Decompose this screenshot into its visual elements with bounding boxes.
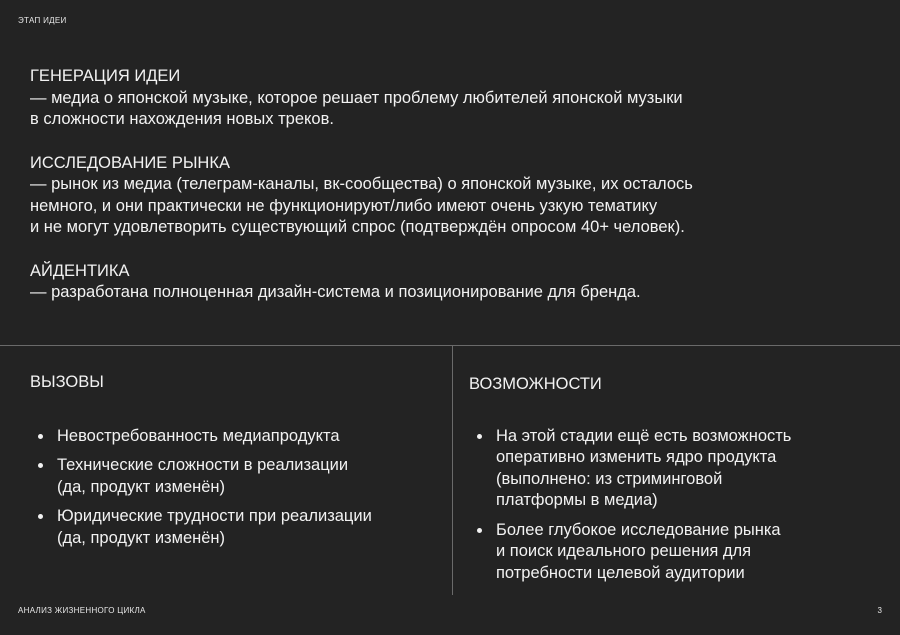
vertical-divider bbox=[452, 345, 453, 595]
bullet-icon bbox=[38, 514, 43, 519]
list-item bbox=[469, 426, 889, 512]
list-item bbox=[30, 426, 445, 448]
section-line: — разработана полноценная дизайн-система и позиционирование для бренда. bbox=[30, 283, 641, 301]
bullet-icon bbox=[38, 434, 43, 439]
list-item-line: оперативно изменить ядро продукта bbox=[496, 448, 777, 466]
challenges-list bbox=[30, 426, 445, 550]
section-line: — медиа о японской музыке, которое решает проблему любителей японской музыки bbox=[30, 88, 683, 107]
list-item bbox=[469, 520, 889, 585]
section-line: в сложности нахождения новых треков. bbox=[30, 110, 334, 128]
stage-label: ЭТАП ИДЕИ bbox=[18, 16, 67, 25]
opportunities-column bbox=[469, 374, 889, 592]
footer-label: АНАЛИЗ ЖИЗНЕННОГО ЦИКЛА bbox=[18, 606, 146, 615]
list-item bbox=[30, 506, 445, 549]
list-item-line: Более глубокое исследование рынка bbox=[496, 520, 781, 539]
section-title: ИССЛЕДОВАНИЕ РЫНКА bbox=[30, 153, 230, 172]
summary-block bbox=[30, 66, 880, 304]
bullet-icon bbox=[38, 463, 43, 468]
opportunities-list bbox=[469, 426, 889, 585]
section-line: и не могут удовлетворить существующий спрос (подтверждён опросом 40+ человек). bbox=[30, 218, 685, 236]
list-item-line: (да, продукт изменён) bbox=[57, 477, 226, 496]
list-item-line: Технические сложности в реализации bbox=[57, 456, 349, 474]
section-title: АЙДЕНТИКА bbox=[30, 261, 130, 280]
section-market-research bbox=[30, 153, 880, 239]
page-number: 3 bbox=[877, 606, 882, 615]
section-line: — рынок из медиа (телеграм-каналы, вк-сообщества) о японской музыке, их осталось bbox=[30, 175, 693, 193]
opportunities-title: ВОЗМОЖНОСТИ bbox=[469, 375, 602, 393]
list-item-line: и поиск идеального решения для bbox=[496, 542, 752, 560]
horizontal-divider bbox=[0, 345, 900, 346]
list-item-line: платформы в медиа) bbox=[496, 491, 658, 509]
section-identity bbox=[30, 261, 880, 304]
list-item-line: (выполнено: из стриминговой bbox=[496, 469, 723, 488]
bullet-icon bbox=[477, 434, 482, 439]
section-title: ГЕНЕРАЦИЯ ИДЕИ bbox=[30, 67, 181, 85]
list-item-line: На этой стадии ещё есть возможность bbox=[496, 426, 792, 445]
list-item-line: Юридические трудности при реализации bbox=[57, 507, 372, 525]
list-item-line: Невостребованность медиапродукта bbox=[57, 426, 340, 445]
section-line: немного, и они практически не функционируют/либо имеют очень узкую тематику bbox=[30, 196, 658, 215]
challenges-title: ВЫЗОВЫ bbox=[30, 373, 104, 391]
list-item bbox=[30, 455, 445, 498]
challenges-column bbox=[30, 372, 445, 557]
list-item-line: потребности целевой аудитории bbox=[496, 563, 745, 582]
section-idea bbox=[30, 66, 880, 131]
bullet-icon bbox=[477, 528, 482, 533]
list-item-line: (да, продукт изменён) bbox=[57, 528, 226, 547]
